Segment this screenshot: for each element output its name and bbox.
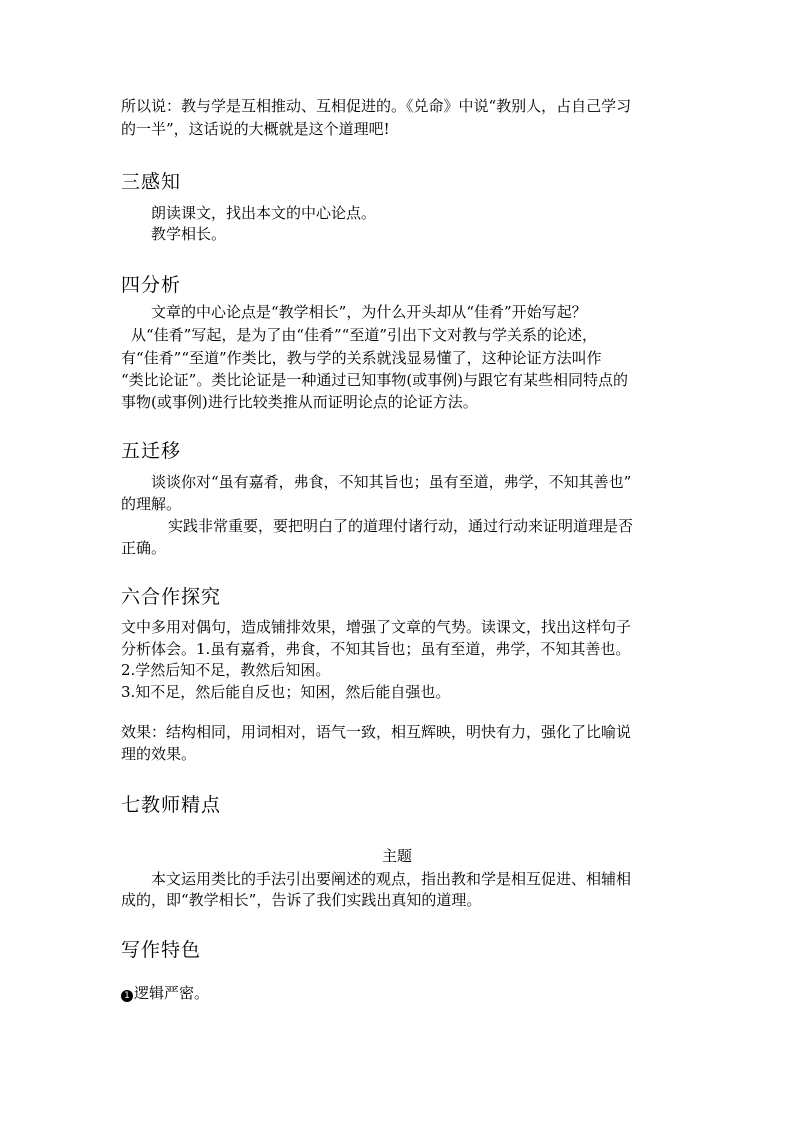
perception-question: 朗读课文，找出本文的中心论点。 [151,204,377,222]
analysis-question: 文章的中心论点是“教学相长”，为什么开头却从“佳肴”开始写起？ [151,303,587,321]
perception-answer: 教学相长。 [151,225,227,243]
cooperation-item-2: 2.学然后知不足，教然后知困。 [121,661,331,679]
cooperation-effect: 效果：结构相同，用词相对，语气一致，相互辉映，明快有力，强化了比喻说 [121,723,632,741]
analysis-line-4: “类比论证”。类比论证是一种通过已知事物(或事例)与跟它有某些相同特点的 [121,371,629,389]
section-heading-teacher-notes: 七教师精点 [121,794,222,816]
cooperation-item-3: 3.知不足，然后能自反也；知困，然后能自强也。 [121,683,451,701]
transfer-answer: 实践非常重要，要把明白了的道理付诸行动，通过行动来证明道理是否 [168,517,634,535]
writing-feature-item [121,983,209,1003]
analysis-line-2: 从“佳肴”写起，是为了由“佳肴”“至道”引出下文对教与学关系的论述， [131,326,598,344]
section-heading-perception: 三感知 [121,171,182,193]
cooperation-line-1: 文中多用对偶句，造成铺排效果，增强了文章的气势。读课文，找出这样句子 [121,618,632,636]
theme-subtitle: 主题 [382,847,413,865]
transfer-answer-cont: 正确。 [121,539,167,557]
analysis-line-3: 有“佳肴”“至道”作类比，教与学的关系就浅显易懂了，这种论证方法叫作 [121,349,602,367]
transfer-question-cont: 的理解。 [121,495,182,513]
intro-line-2: 的一半”，这话说的大概就是这个道理吧! [121,120,390,138]
number-1-bullet-icon: 1 [121,990,133,1002]
transfer-question: 谈谈你对“虽有嘉肴，弗食，不知其旨也；虽有至道，弗学，不知其善也” [151,473,632,491]
section-heading-transfer: 五迁移 [121,440,182,462]
writing-feature-text: 逻辑严密。 [134,984,210,1002]
theme-line-1: 本文运用类比的手法引出要阐述的观点，指出教和学是相互促进、相辅相 [151,870,632,888]
section-heading-analysis: 四分析 [121,274,182,296]
cooperation-effect-cont: 理的效果。 [121,745,197,763]
theme-line-2: 成的，即“教学相长”，告诉了我们实践出真知的道理。 [121,891,482,909]
section-heading-cooperation: 六合作探究 [121,586,222,608]
cooperation-line-2: 分析体会。1.虽有嘉肴，弗食，不知其旨也；虽有至道，弗学，不知其善也。 [121,640,631,658]
analysis-line-5: 事物(或事例)进行比较类推从而证明论点的论证方法。 [121,393,478,411]
section-heading-writing-features: 写作特色 [121,939,202,961]
intro-line-1: 所以说：教与学是互相推动、互相促进的。《兑命》中说“教别人，占自己学习 [121,97,632,115]
